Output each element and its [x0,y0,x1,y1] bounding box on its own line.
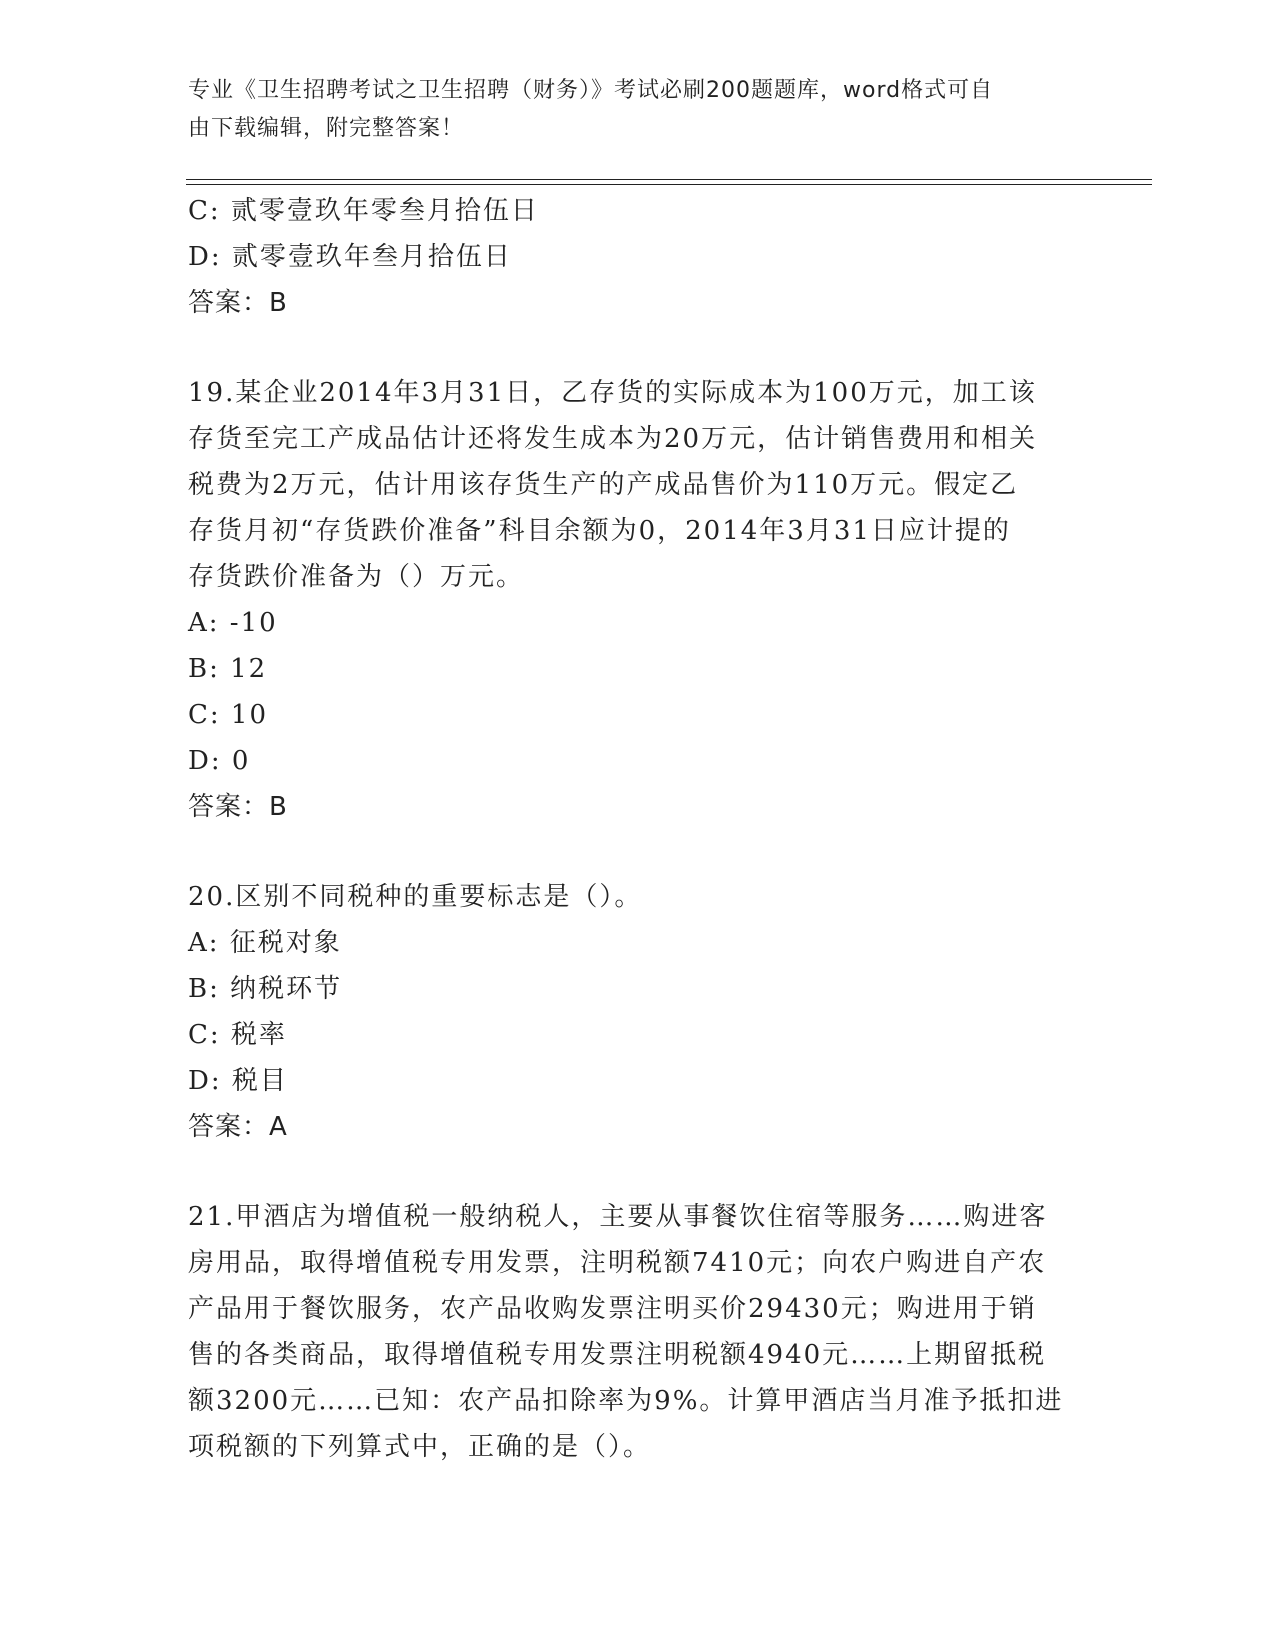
spacer [188,326,1088,370]
header-divider-top [186,179,1152,180]
question-text-line: 项税额的下列算式中，正确的是（）。 [188,1432,652,1462]
document-body [188,188,1088,1470]
option-b: B: 纳税环节 [188,974,343,1004]
question-text-line: 产品用于餐饮服务，农产品收购发票注明买价29430元；购进用于销 [188,1294,1037,1324]
option-a: A: 征税对象 [188,928,342,958]
option-c: C: 税率 [188,1020,287,1050]
answer: 答案：B [188,288,288,318]
option-a: A: -10 [188,608,278,638]
question-text-line: 房用品，取得增值税专用发票，注明税额7410元；向农户购进自产农 [188,1248,1047,1278]
option-b: B: 12 [188,654,268,684]
question-text-line: 额3200元……已知：农产品扣除率为9%。计算甲酒店当月准予抵扣进 [188,1386,1064,1416]
header-line-2: 由下载编辑，附完整答案！ [188,116,465,141]
answer: 答案：A [188,1112,288,1142]
question-text-line: 存货至完工产成品估计还将发生成本为20万元，估计销售费用和相关 [188,424,1038,454]
question-text-line: 20.区别不同税种的重要标志是（）。 [188,882,643,912]
question-20 [188,874,1088,1150]
question-text-line: 售的各类商品，取得增值税专用发票注明税额4940元……上期留抵税 [188,1340,1047,1370]
question-18-continued [188,188,1088,326]
question-text-line: 19.某企业2014年3月31日，乙存货的实际成本为100万元，加工该 [188,378,1037,408]
spacer [188,1150,1088,1194]
header-divider-bottom [186,184,1152,185]
question-19 [188,370,1088,830]
option-d: D: 贰零壹玖年叁月拾伍日 [188,242,512,272]
spacer [188,830,1088,874]
option-c: C: 贰零壹玖年零叁月拾伍日 [188,196,539,226]
answer: 答案：B [188,792,288,822]
question-text-line: 21.甲酒店为增值税一般纳税人，主要从事餐饮住宿等服务……购进客 [188,1202,1048,1232]
question-text-line: 存货跌价准备为（）万元。 [188,562,525,592]
header-line-1: 专业《卫生招聘考试之卫生招聘（财务）》考试必刷200题题库，word格式可自 [188,78,994,103]
question-21 [188,1194,1088,1470]
question-text-line: 税费为2万元，估计用该存货生产的产成品售价为110万元。假定乙 [188,470,1019,500]
option-c: C: 10 [188,700,269,730]
option-d: D: 0 [188,746,251,776]
question-text-line: 存货月初“存货跌价准备”科目余额为0，2014年3月31日应计提的 [188,516,1011,546]
option-d: D: 税目 [188,1066,288,1096]
document-header [188,72,1068,148]
